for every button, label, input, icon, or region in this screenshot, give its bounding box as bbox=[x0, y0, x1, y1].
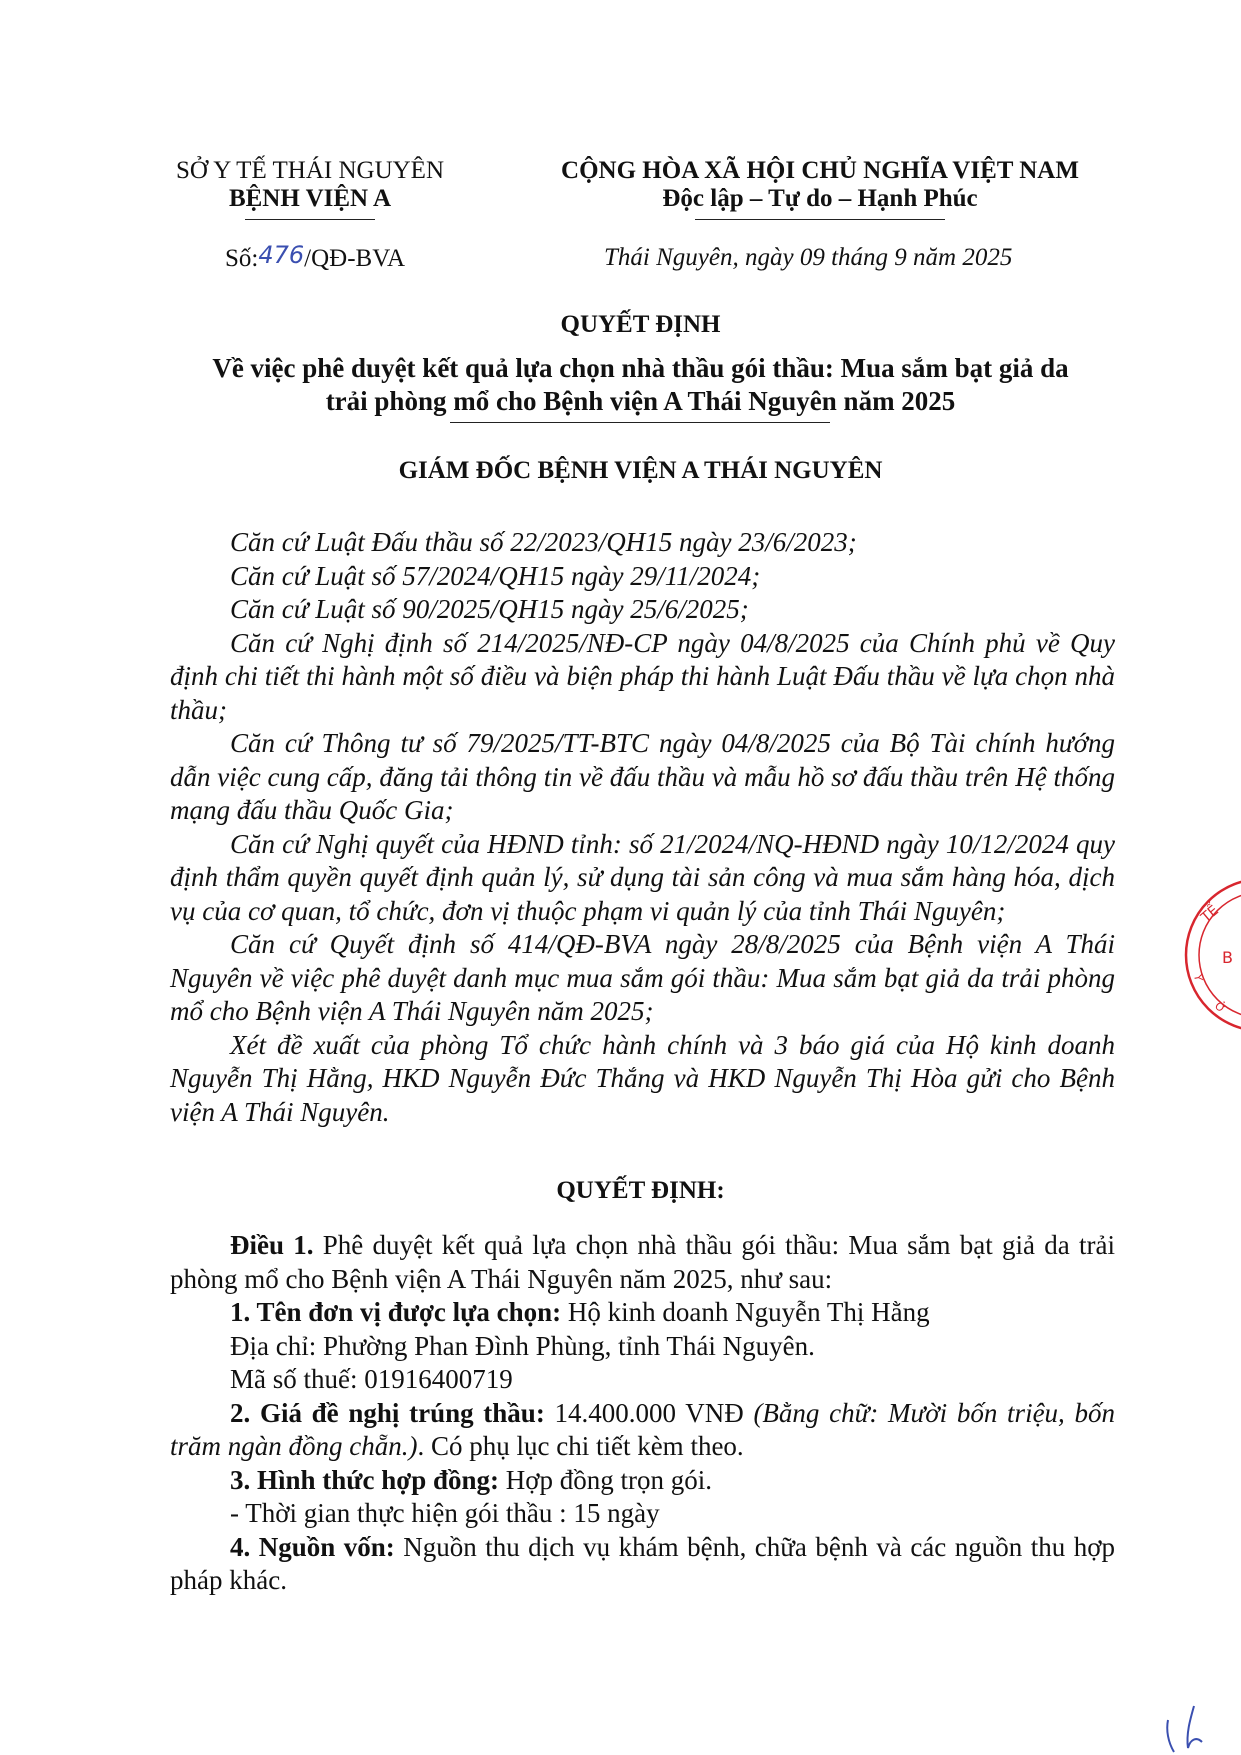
number-prefix: Số: bbox=[225, 245, 259, 272]
svg-text:TẾ: TẾ bbox=[1198, 902, 1222, 927]
subject-line-1: Về việc phê duyệt kết quả lựa chọn nhà thầu gói thầu: Mua sắm bạt giả da bbox=[212, 353, 1069, 383]
agency-name: SỞ Y TẾ THÁI NGUYÊN bbox=[175, 157, 445, 184]
red-seal-stamp bbox=[1170, 875, 1241, 1035]
initials-mark bbox=[1160, 1700, 1220, 1755]
document-number bbox=[225, 241, 406, 273]
handwritten-number: 476 bbox=[258, 241, 305, 269]
article-1-intro: Điều 1. Phê duyệt kết quả lựa chọn nhà thầu gói thầu: Mua sắm bạt giả da trải phòng mổ cho Bệnh viện A Thái Nguyên năm 2025, như sau: bbox=[170, 1230, 1116, 1294]
legal-basis-item: Xét đề xuất của phòng Tổ chức hành chính và 3 báo giá của Hộ kinh doanh Nguyễn Thị Hằng, HKD Nguyễn Đức Thắng và HKD Nguyễn Thị Hòa gửi cho Bệnh viện A Thái Nguyên. bbox=[170, 1029, 1115, 1127]
motto-underline bbox=[695, 219, 945, 220]
decision-subheading: QUYẾT ĐỊNH: bbox=[556, 1177, 725, 1204]
subject-line-2: trải phòng mổ cho Bệnh viện A Thái Nguyên năm 2025 bbox=[325, 386, 956, 416]
legal-basis-item: Căn cứ Nghị quyết của HĐND tỉnh: số 21/2024/NQ-HĐND ngày 10/12/2024 quy định thẩm quyền quyết định quản lý, sử dụng tài sản công và mua sắm hàng hóa, dịch vụ của cơ quan, tổ chức, đơn vị thuộc phạm vi quản lý của tỉnh Thái Nguyên; bbox=[170, 828, 1115, 926]
subject-underline bbox=[450, 422, 830, 423]
selected-contractor: 1. Tên đơn vị được lựa chọn: Hộ kinh doanh Nguyễn Thị Hằng bbox=[230, 1297, 930, 1327]
contract-type: 3. Hình thức hợp đồng: Hợp đồng trọn gói. bbox=[230, 1464, 713, 1495]
nation-motto: Độc lập – Tự do – Hạnh Phúc bbox=[662, 185, 978, 212]
article-1 bbox=[170, 1229, 1115, 1598]
legal-basis-item: Căn cứ Thông tư số 79/2025/TT-BTC ngày 04/8/2025 của Bộ Tài chính hướng dẫn việc cung cấp, đăng tải thông tin về đấu thầu và mẫu hồ sơ đấu thầu trên Hệ thống mạng đấu thầu Quốc Gia; bbox=[170, 728, 1115, 825]
number-suffix: /QĐ-BVA bbox=[304, 245, 406, 272]
legal-basis-item: Căn cứ Nghị định số 214/2025/NĐ-CP ngày 04/8/2025 của Chính phủ về Quy định chi tiết thi hành một số điều và biện pháp thi hành Luật Đấu thầu về lựa chọn nhà thầu; bbox=[170, 627, 1115, 725]
svg-text:Y: Y bbox=[1191, 973, 1206, 983]
svg-text:B: B bbox=[1222, 948, 1233, 967]
legal-basis-item: Căn cứ Quyết định số 414/QĐ-BVA ngày 28/8/2025 của Bệnh viện A Thái Nguyên về việc phê duyệt danh mục mua sắm gói thầu: Mua sắm bạt giả da trải phòng mổ cho Bệnh viện A Thái Nguyên năm 2025; bbox=[170, 929, 1115, 1026]
svg-text:Ở: Ở bbox=[1212, 999, 1229, 1016]
legal-basis-item: Căn cứ Luật số 90/2025/QH15 ngày 25/6/2025; bbox=[230, 594, 749, 624]
contractor-tax-code: Mã số thuế: 01916400719 bbox=[230, 1364, 513, 1394]
winning-price: 2. Giá đề nghị trúng thầu: 14.400.000 VNĐ (Bằng chữ: Mười bốn triệu, bốn trăm ngàn đồng chẵn.). Có phụ lục chi tiết kèm theo. bbox=[170, 1397, 1115, 1461]
unit-underline bbox=[245, 219, 375, 220]
unit-name: BỆNH VIỆN A bbox=[228, 185, 392, 212]
nation-title: CỘNG HÒA XÃ HỘI CHỦ NGHĨA VIỆT NAM bbox=[561, 157, 1079, 184]
legal-basis-item: Căn cứ Luật Đấu thầu số 22/2023/QH15 ngày 23/6/2023; bbox=[230, 527, 857, 557]
legal-bases bbox=[170, 526, 1115, 1129]
place-date: Thái Nguyên, ngày 09 tháng 9 năm 2025 bbox=[604, 244, 1013, 271]
legal-basis-item: Căn cứ Luật số 57/2024/QH15 ngày 29/11/2024; bbox=[230, 560, 761, 591]
execution-duration: - Thời gian thực hiện gói thầu : 15 ngày bbox=[230, 1498, 660, 1528]
decision-heading: QUYẾT ĐỊNH bbox=[560, 311, 721, 338]
authority-heading: GIÁM ĐỐC BỆNH VIỆN A THÁI NGUYÊN bbox=[398, 457, 883, 484]
contractor-address: Địa chỉ: Phường Phan Đình Phùng, tỉnh Thái Nguyên. bbox=[230, 1330, 815, 1361]
funding-source: 4. Nguồn vốn: Nguồn thu dịch vụ khám bệnh, chữa bệnh và các nguồn thu hợp pháp khác. bbox=[170, 1531, 1115, 1595]
